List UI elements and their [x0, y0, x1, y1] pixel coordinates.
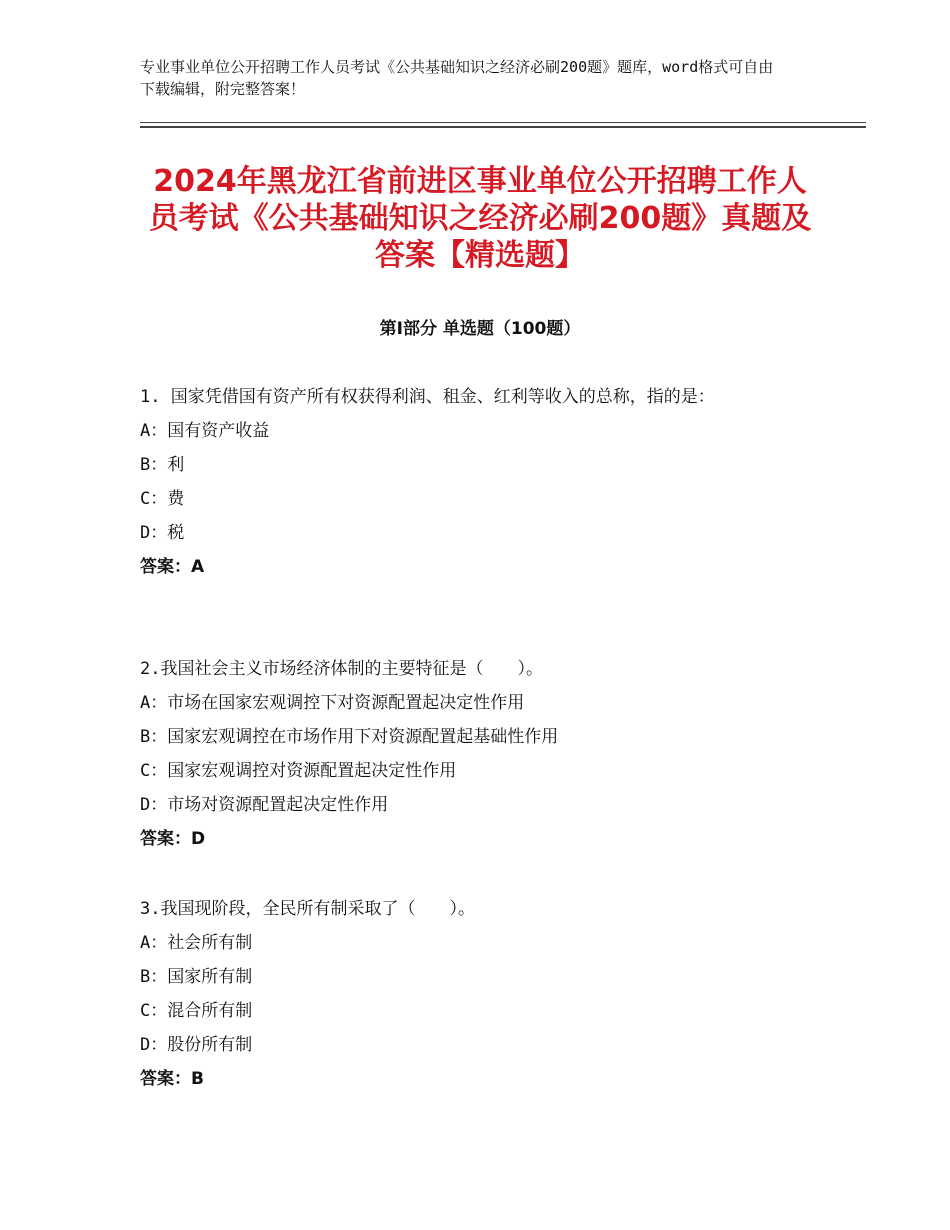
document-title: 2024年黑龙江省前进区事业单位公开招聘工作人员考试《公共基础知识之经济必刷200题》真题及答案【精选题】 — [148, 164, 812, 273]
header-note: 专业事业单位公开招聘工作人员考试《公共基础知识之经济必刷200题》题库，word格式可自由下载编辑，附完整答案！ — [140, 58, 774, 98]
question-block — [140, 892, 820, 1096]
option-a: A：社会所有制 — [140, 933, 253, 953]
header-rule-thick — [140, 126, 866, 128]
option-c: C：混合所有制 — [140, 1001, 253, 1021]
option-b: B：利 — [140, 455, 185, 475]
answer-label: 答案：D — [140, 829, 206, 849]
option-d: D：股份所有制 — [140, 1035, 253, 1055]
answer-label: 答案：A — [140, 557, 205, 577]
option-b: B：国家所有制 — [140, 967, 253, 987]
answer-label: 答案：B — [140, 1069, 204, 1089]
question-stem: 2.我国社会主义市场经济体制的主要特征是（ ）。 — [140, 659, 543, 679]
question-stem: 3.我国现阶段，全民所有制采取了（ ）。 — [140, 899, 475, 919]
option-b: B：国家宏观调控在市场作用下对资源配置起基础性作用 — [140, 727, 559, 747]
question-block — [140, 652, 820, 856]
option-a: A：市场在国家宏观调控下对资源配置起决定性作用 — [140, 693, 525, 713]
option-d: D：市场对资源配置起决定性作用 — [140, 795, 389, 815]
option-d: D：税 — [140, 523, 185, 543]
option-a: A：国有资产收益 — [140, 421, 270, 441]
section-heading: 第Ⅰ部分 单选题（100题） — [379, 319, 581, 339]
option-c: C：费 — [140, 489, 185, 509]
option-c: C：国家宏观调控对资源配置起决定性作用 — [140, 761, 457, 781]
question-stem: 1. 国家凭借国有资产所有权获得利润、租金、红利等收入的总称，指的是： — [140, 387, 715, 407]
header-rule — [140, 122, 866, 123]
question-block — [140, 380, 820, 584]
